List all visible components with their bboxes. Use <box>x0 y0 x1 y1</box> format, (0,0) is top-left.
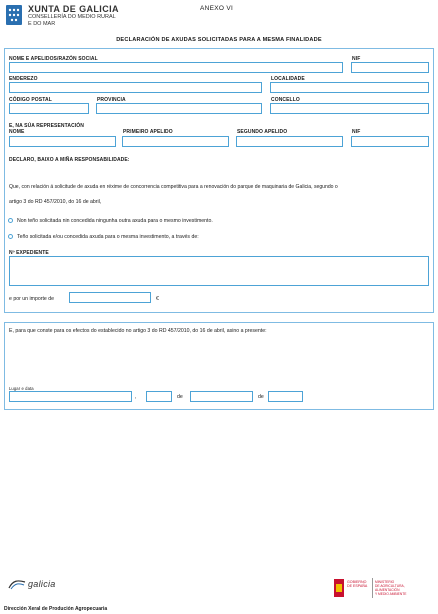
de-label-1: de <box>177 394 183 400</box>
file-number-label: Nº EXPEDIENTE <box>9 250 49 256</box>
org-subtitle-line1: CONSELLERÍA DO MEDIO RURAL <box>28 14 116 20</box>
rep-second-surname-field[interactable] <box>236 136 343 147</box>
year-field[interactable] <box>268 391 303 402</box>
ministry-name-line1: MINISTERIO <box>375 580 395 584</box>
org-subtitle <box>28 14 116 27</box>
month-field[interactable] <box>190 391 253 402</box>
ministry-logo <box>334 577 428 599</box>
rep-name-label: NOME <box>9 129 25 135</box>
ministry-gobierno <box>347 580 367 588</box>
postcode-label: CÓDIGO POSTAL <box>9 97 52 103</box>
spain-coat-of-arms-icon <box>336 584 342 592</box>
amount-label: e por un importe de <box>9 296 54 302</box>
locality-field[interactable] <box>270 82 429 93</box>
option-some-label: Teño solicitada e/ou concedida axuda para o mesma investimento, a través de: <box>17 234 199 240</box>
rep-nif-label: NIF <box>352 129 361 135</box>
rep-second-surname-label: SEGUNDO APELIDO <box>237 129 288 135</box>
signature-statement: E, para que conste para os efectos do establecido no artigo 3 do RD 457/2010, do 16 de abril, asino a presente: <box>9 328 267 334</box>
amount-field[interactable] <box>69 292 151 303</box>
rep-name-field[interactable] <box>9 136 116 147</box>
council-field[interactable] <box>270 103 429 114</box>
declaration-text-line2: artigo 3 do RD 457/2010, do 16 de abril, <box>9 199 102 205</box>
org-subtitle-line2: E DO MAR <box>28 20 56 27</box>
ministry-divider <box>372 578 373 598</box>
name-field[interactable] <box>9 62 343 73</box>
declaration-heading: DECLARO, BAIXO A MIÑA RESPONSABILIDADE: <box>9 157 130 163</box>
rep-first-surname-field[interactable] <box>122 136 229 147</box>
province-field[interactable] <box>96 103 262 114</box>
ministry-name-line2: DE AGRICULTURA, ALIMENTACIÓN <box>375 584 405 592</box>
province-label: PROVINCIA <box>97 97 126 103</box>
currency-label: € <box>156 296 159 302</box>
ministry-name <box>375 580 428 596</box>
ministry-gobierno-line2: DE ESPAÑA <box>347 584 368 588</box>
ministry-name-line3: Y MEDIO AMBIENTE <box>375 592 407 596</box>
place-field[interactable] <box>9 391 132 402</box>
day-field[interactable] <box>146 391 172 402</box>
de-label-2: de <box>258 394 264 400</box>
option-none-radio[interactable] <box>8 218 13 223</box>
form-title: DECLARACIÓN DE AXUDAS SOLICITADAS PARA A MESMA FINALIDADE <box>116 37 322 43</box>
annex-label: ANEXO VI <box>200 5 234 12</box>
address-field[interactable] <box>9 82 262 93</box>
postcode-field[interactable] <box>9 103 89 114</box>
galicia-logo <box>8 576 60 592</box>
rep-first-surname-label: PRIMEIRO APELIDO <box>123 129 173 135</box>
option-none-label: Non teño solicitada nin concedida ningunha outra axuda para o mesmo investimento. <box>17 218 213 224</box>
place-date-label: Lugar e data <box>9 386 34 391</box>
direction-footer: Dirección Xeral de Produción Agropecuaria <box>4 606 108 612</box>
file-number-field[interactable] <box>9 256 429 286</box>
org-title: XUNTA DE GALICIA <box>28 4 119 14</box>
declaration-text-line1: Que, con relación á solicitude de axuda en réxime de concorrencia competitiva para a renovación do parque de maquinaria de Galicia, segundo o <box>9 184 338 190</box>
place-comma: , <box>135 394 137 400</box>
ministry-gobierno-line1: GOBIERNO <box>347 580 367 584</box>
nif-field[interactable] <box>351 62 429 73</box>
representative-heading: E, NA SÚA REPRESENTACIÓN <box>9 123 84 129</box>
option-some-radio[interactable] <box>8 234 13 239</box>
locality-label: LOCALIDADE <box>271 76 305 82</box>
nif-label: NIF <box>352 56 361 62</box>
address-label: ENDEREZO <box>9 76 38 82</box>
rep-nif-field[interactable] <box>351 136 429 147</box>
name-label: NOME E APELIDOS/RAZÓN SOCIAL <box>9 56 98 62</box>
galicia-wave-icon <box>8 578 26 590</box>
xunta-shield-icon <box>5 4 23 26</box>
galicia-wordmark: galicia <box>28 579 56 589</box>
council-label: CONCELLO <box>271 97 300 103</box>
